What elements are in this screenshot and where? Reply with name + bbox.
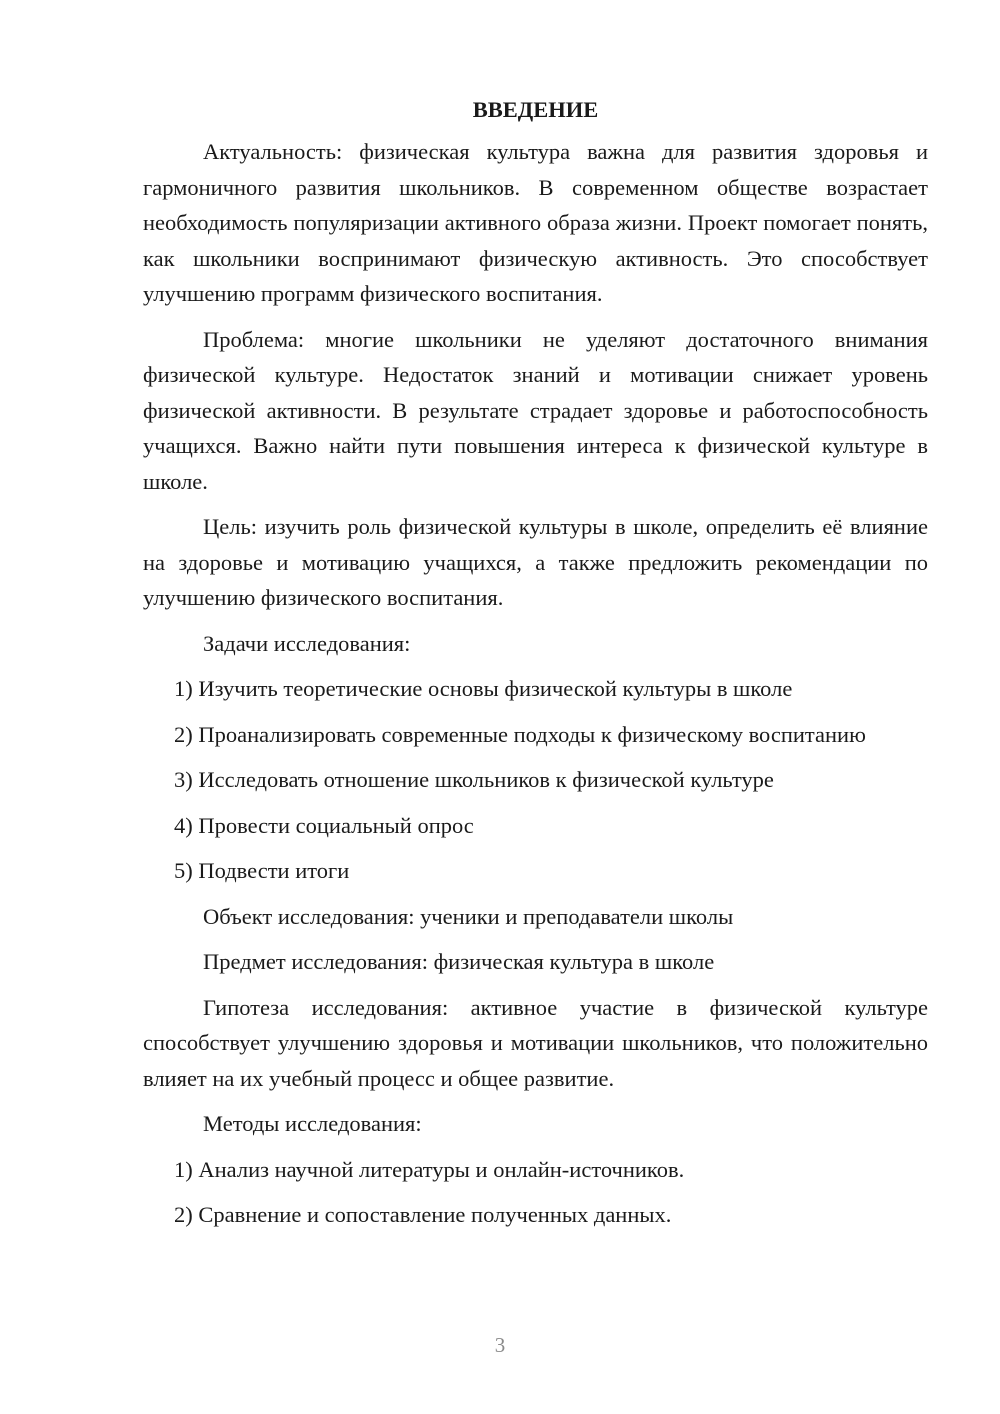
goal-paragraph: Цель: изучить роль физической культуры в школе, определить её влияние на здоровье и мотивацию учащихся, а также предложить рекомендации по улучшению физического воспитания. bbox=[143, 514, 928, 610]
task-item: 1) Изучить теоретические основы физической культуры в школе bbox=[174, 676, 793, 701]
document-page bbox=[143, 95, 928, 1243]
relevance-paragraph: Актуальность: физическая культура важна для развития здоровья и гармоничного развития школьников. В современном обществе возрастает необходимость популяризации активного образа жизни. Проект помогает понять, как школьники воспринимают физическую активность. Это способствует улучшению программ физического воспитания. bbox=[143, 139, 928, 306]
task-item: 5) Подвести итоги bbox=[174, 858, 350, 883]
page-title: ВВЕДЕНИЕ bbox=[472, 97, 599, 122]
task-item: 2) Проанализировать современные подходы к физическому воспитанию bbox=[174, 721, 866, 747]
method-item: 1) Анализ научной литературы и онлайн-источников. bbox=[174, 1156, 685, 1182]
page-number: 3 bbox=[494, 1333, 506, 1357]
method-item: 2) Сравнение и сопоставление полученных данных. bbox=[174, 1202, 672, 1227]
task-item: 4) Провести социальный опрос bbox=[174, 812, 474, 838]
tasks-heading: Задачи исследования: bbox=[203, 630, 411, 656]
object-line: Объект исследования: ученики и преподаватели школы bbox=[203, 903, 734, 929]
hypothesis-paragraph: Гипотеза исследования: активное участие в физической культуре способствует улучшению здоровья и мотивации школьников, что положительно влияет на их учебный процесс и общее развитие. bbox=[143, 994, 928, 1091]
problem-paragraph: Проблема: многие школьники не уделяют достаточного внимания физической культуре. Недостаток знаний и мотивации снижает уровень физической активности. В результате страдает здоровье и работоспособность учащихся. Важно найти пути повышения интереса к физической культуре в школе. bbox=[143, 326, 928, 494]
methods-heading: Методы исследования: bbox=[203, 1111, 422, 1136]
subject-line: Предмет исследования: физическая культура в школе bbox=[203, 949, 715, 974]
task-item: 3) Исследовать отношение школьников к физической культуре bbox=[174, 767, 774, 792]
